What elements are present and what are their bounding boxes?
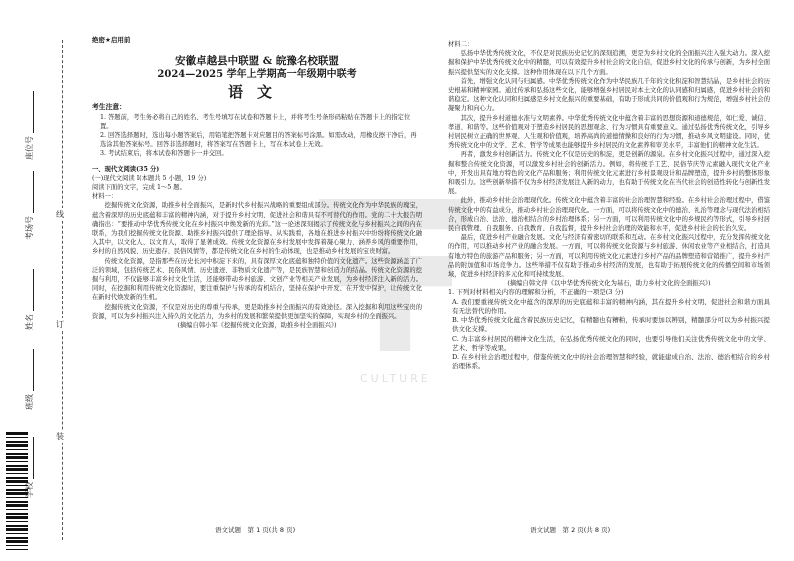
class-field[interactable]: 班级 <box>26 349 34 410</box>
subsection-heading: (一)现代文阅读 I(本题共 5 小题，19 分) <box>92 174 207 182</box>
seat-number-field[interactable]: 座位号 <box>26 91 34 160</box>
page-footer: 语文试题 第 2 页(共 8 页) <box>530 526 611 534</box>
question-stem: 1. 下列对材料相关内容的理解和分析，不正确的一项是(3 分) <box>448 288 624 297</box>
answer-option-c[interactable]: C. 为丰富乡村居民的精神文化生活，在弘扬优秀传统文化的同时，也要引导他们关注优秀传统文化中的文学、艺术、哲学等成果。 <box>452 334 770 352</box>
school-field[interactable]: 学校 <box>26 437 34 498</box>
passage-paragraph: 最后，促进乡村产业融合发展。文化与经济有着密切的联系和互动。在乡村文化振兴过程中，充分发挥传统文化的作用，可以推动乡村产业的融合发展。一方面，可以将传统文化资源与乡村旅游、休闲农业等产业相结合，打造具有地方特色的旅游产品和服务；另一方面，可以利用传统文化元素进行乡村产品的品牌塑造和营销推广，提升乡村产品的附加值和市场竞争力。这些举措不仅有助于推动乡村经济的发展，也有助于拓展传统文化的传播空间和市场领域，促进乡村经济的多元化和可持续发展。 <box>448 234 770 279</box>
passage-paragraph: 挖掘传统文化资源，不仅是对历史的尊重与传承，更是助推乡村全面振兴的有效途径。深入挖掘和利用这些宝贵的资源，可以为乡村振兴注入持久的文化活力，为乡村的发展和繁荣提供更加坚实的保障，实现乡村的全面振兴。 <box>92 303 422 320</box>
answer-option-a[interactable]: A. 我们要重视传统文化中蕴含的深厚的历史底蕴和丰富的精神内涵，其在提升乡村文明、促进社会和谐方面具有无法替代的作用。 <box>452 297 770 315</box>
material-label: 材料一： <box>92 193 118 201</box>
passage-paragraph: 此外，推动乡村社会治理现代化。传统文化中蕴含着丰富的社会治理智慧和经验。在乡村社会治理过程中，借鉴传统文化中的有益成分，推动乡村社会治理现代化。一方面，可以将传统文化中的德治、礼治等理念与现代法治相结合，形成自治、法治、德治相结合的乡村治理体系；另一方面，可以利用传统文化中的乡规民约等形式，引导乡村居民自我管理、自我服务、自我教育、自我监督，提升乡村社会治理的效能和水平，促进乡村社会的长治久安。 <box>448 197 770 233</box>
excerpt-source: (摘编自韩小军《挖掘传统文化资源，助推乡村全面振兴》) <box>177 322 337 330</box>
cut-mark-bind: 订 <box>56 320 64 329</box>
answer-option-b[interactable]: B. 中华优秀传统文化蕴含着民族历史记忆，有精髓也有糟粕，传承时要加以辨别，精髓部分可以为乡村振兴提供文化支撑。 <box>452 316 770 334</box>
passage-paragraph: 其次，提升乡村道德水准与文明素养。中华优秀传统文化中蕴含着丰富的思想资源和道德规范，如仁爱、诚信、孝道、和谐等。这些价值观对于塑造乡村居民的思想观念、行为习惯具有重要意义。通过弘扬优秀传统文化，引导乡村居民树立正确的世界观、人生观和价值观，培养高尚的道德情操和良好的行为习惯，推动乡风文明建设。同时，优秀传统文化中的文学、艺术、哲学等成果也能够提升乡村居民的文化素养和审美水平，丰富他们的精神文化生活。 <box>448 114 770 150</box>
note-item: 1. 答题前，考生务必将自己的姓名、考生号填写在试卷和答题卡上，并将考生号条形码粘贴在答题卡上的指定位置。 <box>100 113 411 130</box>
watermark-text: CULTURE <box>360 372 431 385</box>
cut-mark-line: 线 <box>56 210 64 219</box>
material-label: 材料二： <box>448 41 474 48</box>
section-heading: 一、现代文阅读(35 分) <box>92 165 160 173</box>
name-field[interactable]: 姓名 <box>26 269 34 330</box>
excerpt-source: (摘编自韩文萍《以中华优秀传统文化为基石，助力乡村文化的全面振兴》) <box>507 280 711 288</box>
binding-margin <box>0 0 88 561</box>
exam-title-line1: 安徽卓越县中联盟 & 皖豫名校联盟 <box>175 55 339 68</box>
notes-title: 考生注意： <box>92 103 126 112</box>
cut-mark-install: 装 <box>56 432 64 441</box>
passage-paragraph: 首先，增强文化认同与归属感。中华优秀传统文化作为中华民族几千年的文化积淀和智慧结晶，是乡村社会的历史根基和精神家园。通过传承和弘扬这些文化，能够增强乡村居民对本土文化的认同感和归属感，促进乡村社会的和谐稳定。这种文化认同和归属感是乡村文化振兴的重要基础，有助于形成共同的价值观和行为规范，增强乡村社会的凝聚力和向心力。 <box>448 77 770 113</box>
confidential-label: 绝密★启用前 <box>92 36 131 44</box>
exam-title-line2: 2024—2025 学年上学期高一年级期中联考 <box>157 69 357 81</box>
exam-page-2 <box>448 40 770 371</box>
exam-room-field[interactable]: 考场号 <box>26 171 34 240</box>
exam-page-1 <box>92 36 422 330</box>
passage-paragraph: 再者，激发乡村创新活力。传统文化不仅是历史的积淀，更是创新的源泉。在乡村文化振兴过程中，通过深入挖掘和整合传统文化资源，可以激发乡村社会的创新活力。例如，将传统手工艺、民俗节庆等元素融入现代文化产业中，开发出具有地方特色的文化产品和服务；利用传统文化元素进行乡村景观设计和品牌塑造，提升乡村的整体形象和吸引力。这些创新举措不仅为乡村经济发展注入新的动力，也有助于传统文化在当代社会的创造性转化与创新性发展。 <box>448 151 770 196</box>
note-item: 2. 回答选择题时，选出每小题答案后，用铅笔把答题卡对应题目的答案标号涂黑。如需改动，用橡皮擦干净后，再选涂其他答案标号。回答非选择题时，将答案写在答题卡上，写在本试卷上无效。 <box>100 132 417 149</box>
passage-paragraph: 传统文化资源，是指那些在历史长河中积淀下来的，具有深厚文化底蕴和独特价值的文化遗产。这些资源涵盖了广泛的领域，包括传统艺术、民俗风情、历史遗迹、非物质文化遗产等，是民族智慧和创造力的结晶。传统文化资源的挖掘与利用，不仅能够丰富乡村文化生活，还能够带动乡村旅游、文创产业等相关产业发展，为乡村经济注入新的活力。同时，在挖掘和利用传统文化资源时，要注重保护与传承的有机结合，坚持在保护中开发、在开发中保护，让传统文化在新时代焕发新的生机。 <box>92 257 422 302</box>
note-item: 3. 考试结束后，将本试卷和答题卡一并交回。 <box>100 150 228 158</box>
page-footer: 语文试题 第 1 页(共 8 页) <box>215 526 296 534</box>
answer-option-d[interactable]: D. 在乡村社会治理过程中，借鉴传统文化中的社会治理智慧和经验，就能建成自治、法治、德治相结合的乡村治理体系。 <box>452 352 770 371</box>
binding-cut-line <box>62 40 63 540</box>
reading-instruction: 阅读下面的文字，完成 1～5 题。 <box>92 184 186 192</box>
subject-title: 语文 <box>227 83 286 102</box>
passage-paragraph: 弘扬中华优秀传统文化，不仅是对民族历史记忆的深刻追溯，更是为乡村文化的全面振兴注入强大动力。深入挖掘和保护中华优秀传统文化中的精髓，可以有效提升乡村社会的文化自信，促进乡村文化的传承与创新，为乡村全面振兴提供坚实的文化支撑。这种作用体现在以下几个方面。 <box>448 50 770 76</box>
passage-paragraph: 挖掘传统文化资源，助推乡村全面振兴，是新时代乡村振兴战略的重要组成部分。传统文化作为中华民族的瑰宝，蕴含着深厚的历史底蕴和丰富的精神内涵，对于提升乡村文明、促进社会和谐具有不可替代的作用。党的二十大报告明确指出：“要推动中华优秀传统文化在乡村振兴中焕发新的光彩。”这一论述深刻揭示了传统文化与乡村振兴之间的内在联系，为我们挖掘传统文化资源、助推乡村振兴提供了理论指导。从实践看，各地在推进乡村振兴中纷纷将传统文化融入其中，以文化人、以文育人，取得了显著成效。传统文化资源在乡村发展中发挥着凝心聚力、涵养乡风的重要作用，乡村的自然风貌、历史遗存、民俗风情等，都是传统文化在乡村的生动体现，也是推动乡村发展的宝贵财富。 <box>92 202 422 256</box>
